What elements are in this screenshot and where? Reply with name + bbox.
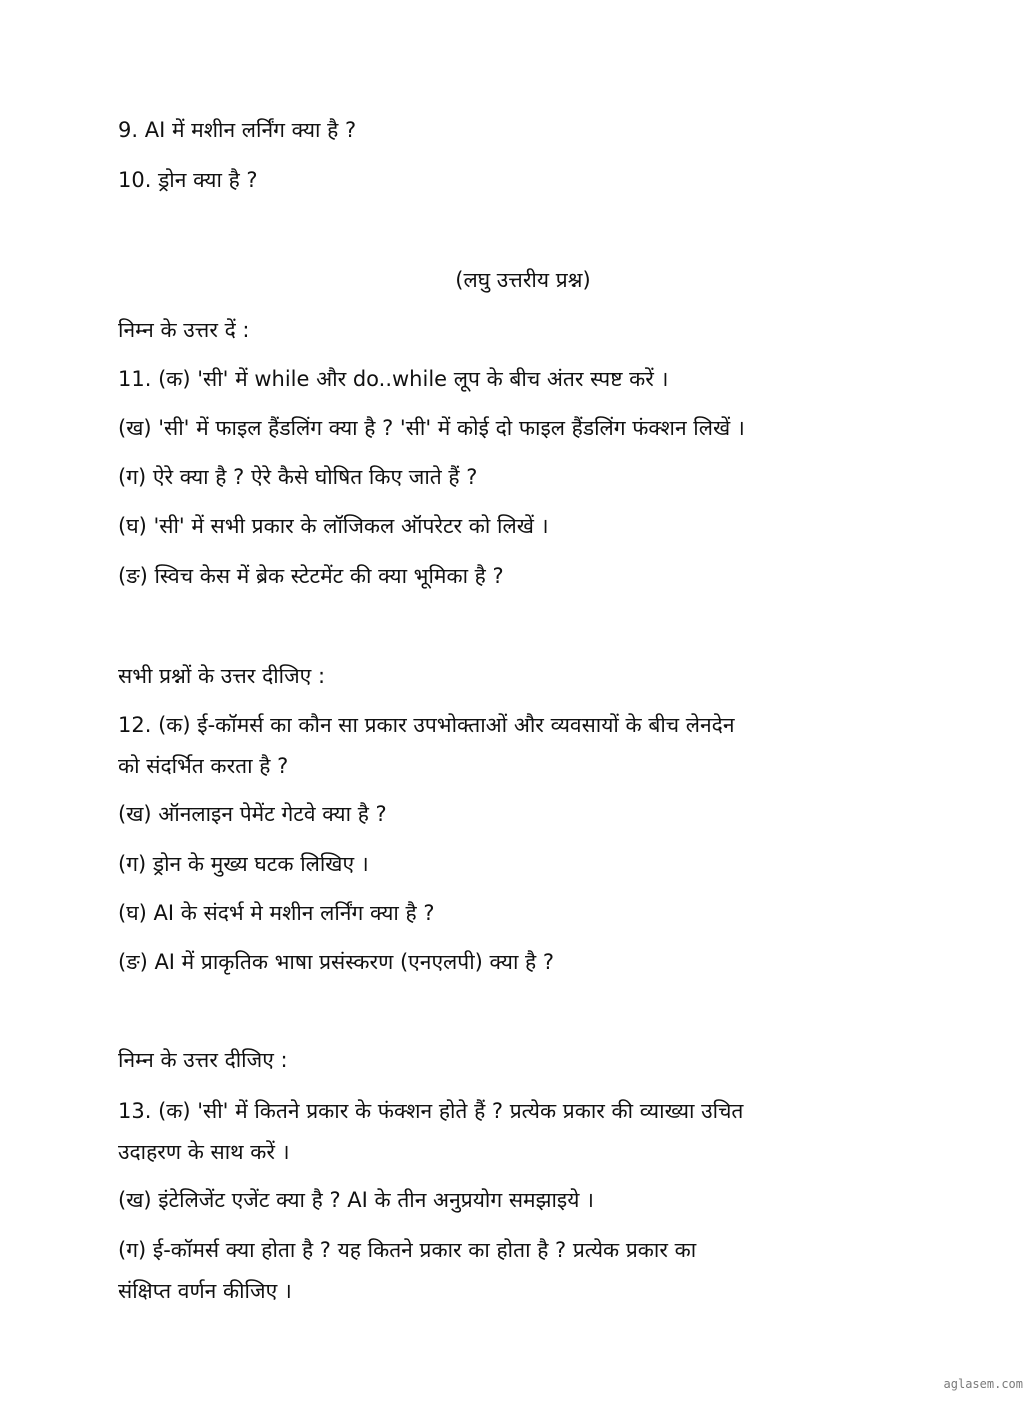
- question-12e: (ङ) AI में प्राकृतिक भाषा प्रसंस्करण (एनएलपी) क्या है ?: [118, 950, 555, 974]
- question-12a-line1: 12. (क) ई-कॉमर्स का कौन सा प्रकार उपभोक्ताओं और व्यवसायों के बीच लेनदेन: [118, 713, 735, 737]
- question-13c-line2: संक्षिप्त वर्णन कीजिए ।: [118, 1279, 292, 1303]
- question-13a-line1: 13. (क) 'सी' में कितने प्रकार के फंक्शन होते हैं ? प्रत्येक प्रकार की व्याख्या उचित: [118, 1099, 744, 1123]
- question-11e: (ङ) स्विच केस में ब्रेक स्टेटमेंट की क्या भूमिका है ?: [118, 564, 504, 588]
- question-11c: (ग) ऐरे क्या है ? ऐरे कैसे घोषित किए जाते हैं ?: [118, 465, 478, 489]
- question-12d: (घ) AI के संदर्भ मे मशीन लर्निंग क्या है ?: [118, 901, 435, 925]
- question-10: 10. ड्रोन क्या है ?: [118, 168, 258, 192]
- watermark: aglasem.com: [943, 1377, 1023, 1391]
- question-9: 9. AI में मशीन लर्निंग क्या है ?: [118, 118, 357, 142]
- question-13c-line1: (ग) ई-कॉमर्स क्या होता है ? यह कितने प्रकार का होता है ? प्रत्येक प्रकार का: [118, 1238, 697, 1262]
- instruction-1: निम्न के उत्तर दें :: [118, 318, 250, 342]
- instruction-2: सभी प्रश्नों के उत्तर दीजिए :: [118, 664, 326, 688]
- question-12a-line2: को संदर्भित करता है ?: [118, 754, 289, 778]
- question-13a-line2: उदाहरण के साथ करें ।: [118, 1140, 290, 1164]
- question-13b: (ख) इंटेलिजेंट एजेंट क्या है ? AI के तीन अनुप्रयोग समझाइये ।: [118, 1188, 595, 1212]
- question-11b: (ख) 'सी' में फाइल हैंडलिंग क्या है ? 'सी' में कोई दो फाइल हैंडलिंग फंक्शन लिखें ।: [118, 416, 745, 440]
- question-11d: (घ) 'सी' में सभी प्रकार के लॉजिकल ऑपरेटर को लिखें ।: [118, 514, 549, 538]
- section-title: (लघु उत्तरीय प्रश्न): [455, 268, 591, 292]
- question-12b: (ख) ऑनलाइन पेमेंट गेटवे क्या है ?: [118, 802, 387, 826]
- instruction-3: निम्न के उत्तर दीजिए :: [118, 1048, 288, 1072]
- question-11a: 11. (क) 'सी' में while और do..while लूप के बीच अंतर स्पष्ट करें ।: [118, 367, 669, 391]
- question-12c: (ग) ड्रोन के मुख्य घटक लिखिए ।: [118, 852, 369, 876]
